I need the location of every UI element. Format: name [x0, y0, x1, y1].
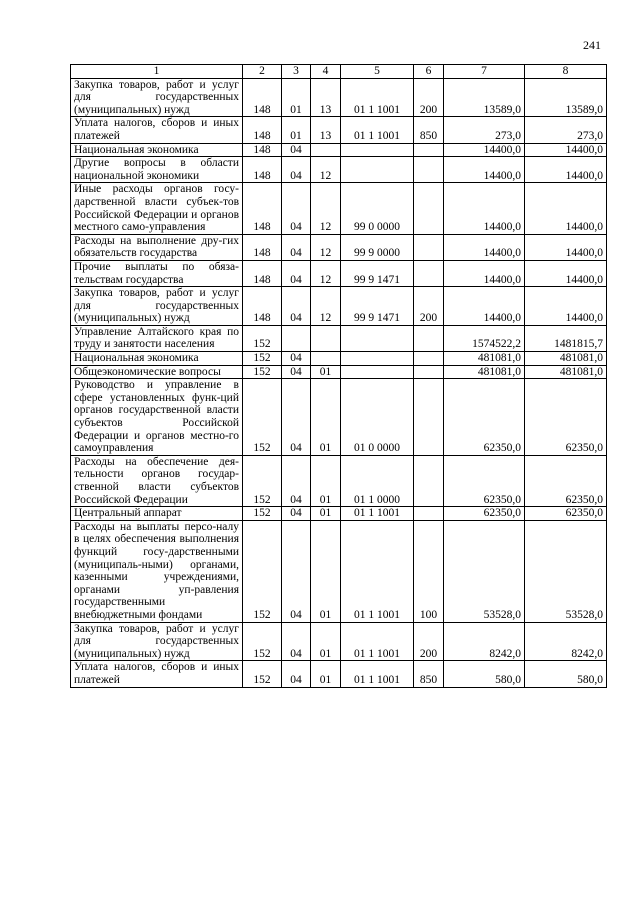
cell-section: 04 — [282, 520, 311, 622]
cell-name: Уплата налогов, сборов и иных платежей — [71, 661, 243, 687]
cell-amount-8: 580,0 — [525, 661, 607, 687]
cell-amount-8: 1481815,7 — [525, 325, 607, 351]
cell-subsection: 13 — [311, 78, 341, 117]
cell-amount-8: 14400,0 — [525, 234, 607, 260]
cell-section — [282, 325, 311, 351]
cell-amount-7: 62350,0 — [444, 507, 525, 521]
cell-amount-7: 62350,0 — [444, 455, 525, 506]
table-header — [71, 65, 607, 79]
cell-target-article: 99 9 0000 — [341, 234, 414, 260]
cell-amount-8: 62350,0 — [525, 379, 607, 456]
cell-expense-type — [414, 455, 444, 506]
table-row — [71, 260, 607, 286]
cell-expense-type: 200 — [414, 78, 444, 117]
cell-amount-8: 8242,0 — [525, 622, 607, 661]
cell-expense-type: 100 — [414, 520, 444, 622]
cell-admin-code: 148 — [243, 287, 282, 326]
cell-amount-7: 8242,0 — [444, 622, 525, 661]
cell-admin-code: 152 — [243, 455, 282, 506]
cell-section: 04 — [282, 287, 311, 326]
cell-target-article: 01 1 1001 — [341, 117, 414, 143]
table-row — [71, 365, 607, 379]
cell-amount-8: 481081,0 — [525, 352, 607, 366]
cell-amount-7: 14400,0 — [444, 157, 525, 183]
table-row — [71, 520, 607, 622]
table-row — [71, 622, 607, 661]
cell-name: Прочие выплаты по обяза-тельствам государства — [71, 260, 243, 286]
cell-expense-type — [414, 157, 444, 183]
cell-section: 01 — [282, 117, 311, 143]
cell-amount-8: 14400,0 — [525, 287, 607, 326]
cell-expense-type — [414, 325, 444, 351]
cell-admin-code: 152 — [243, 622, 282, 661]
cell-admin-code: 152 — [243, 379, 282, 456]
table-row — [71, 352, 607, 366]
cell-name: Уплата налогов, сборов и иных платежей — [71, 117, 243, 143]
cell-subsection: 01 — [311, 622, 341, 661]
cell-subsection — [311, 352, 341, 366]
cell-admin-code: 148 — [243, 117, 282, 143]
cell-amount-8: 14400,0 — [525, 143, 607, 157]
cell-subsection: 01 — [311, 520, 341, 622]
cell-admin-code: 148 — [243, 157, 282, 183]
cell-amount-8: 62350,0 — [525, 455, 607, 506]
table-row — [71, 234, 607, 260]
cell-subsection: 12 — [311, 234, 341, 260]
cell-section: 04 — [282, 143, 311, 157]
cell-section: 04 — [282, 183, 311, 234]
cell-target-article: 01 1 1001 — [341, 661, 414, 687]
budget-table — [70, 64, 607, 688]
cell-name: Другие вопросы в области национальной экономики — [71, 157, 243, 183]
cell-name: Расходы на выполнение дру-гих обязательств государства — [71, 234, 243, 260]
cell-name: Закупка товаров, работ и услуг для государственных (муниципальных) нужд — [71, 287, 243, 326]
cell-section: 04 — [282, 379, 311, 456]
cell-name: Центральный аппарат — [71, 507, 243, 521]
cell-section: 04 — [282, 507, 311, 521]
header-col-1: 1 — [71, 65, 243, 79]
cell-amount-7: 1574522,2 — [444, 325, 525, 351]
cell-target-article — [341, 325, 414, 351]
cell-target-article: 01 1 1001 — [341, 520, 414, 622]
cell-amount-8: 14400,0 — [525, 157, 607, 183]
cell-name: Закупка товаров, работ и услуг для государственных (муниципальных) нужд — [71, 622, 243, 661]
cell-expense-type: 200 — [414, 287, 444, 326]
cell-name: Закупка товаров, работ и услуг для государственных (муниципальных) нужд — [71, 78, 243, 117]
table-row — [71, 157, 607, 183]
table-row — [71, 183, 607, 234]
cell-expense-type: 850 — [414, 661, 444, 687]
cell-name: Национальная экономика — [71, 352, 243, 366]
table-body — [71, 78, 607, 687]
cell-name: Национальная экономика — [71, 143, 243, 157]
cell-subsection: 01 — [311, 455, 341, 506]
header-col-3: 3 — [282, 65, 311, 79]
cell-section: 04 — [282, 622, 311, 661]
cell-section: 04 — [282, 661, 311, 687]
cell-expense-type: 200 — [414, 622, 444, 661]
cell-name: Расходы на выплаты персо-налу в целях обеспечения выполнения функций госу-дарственными (муниципаль-ными) органами, казенными учреждениями, органами уп-равления государственными внебюджетными фондами — [71, 520, 243, 622]
cell-admin-code: 148 — [243, 143, 282, 157]
cell-subsection: 12 — [311, 157, 341, 183]
cell-amount-8: 14400,0 — [525, 260, 607, 286]
cell-admin-code: 148 — [243, 183, 282, 234]
cell-expense-type — [414, 507, 444, 521]
cell-target-article: 01 1 1001 — [341, 78, 414, 117]
cell-section: 04 — [282, 455, 311, 506]
cell-amount-7: 14400,0 — [444, 260, 525, 286]
cell-subsection: 12 — [311, 183, 341, 234]
header-col-8: 8 — [525, 65, 607, 79]
table-row — [71, 287, 607, 326]
cell-amount-8: 481081,0 — [525, 365, 607, 379]
cell-subsection: 13 — [311, 117, 341, 143]
page-number: 241 — [583, 38, 601, 52]
cell-target-article: 99 0 0000 — [341, 183, 414, 234]
cell-amount-7: 53528,0 — [444, 520, 525, 622]
cell-subsection: 01 — [311, 507, 341, 521]
cell-target-article — [341, 143, 414, 157]
cell-target-article: 01 1 1001 — [341, 622, 414, 661]
cell-amount-8: 62350,0 — [525, 507, 607, 521]
cell-amount-8: 14400,0 — [525, 183, 607, 234]
table-row — [71, 78, 607, 117]
header-row — [71, 65, 607, 79]
cell-admin-code: 152 — [243, 325, 282, 351]
cell-target-article: 01 0 0000 — [341, 379, 414, 456]
cell-amount-8: 273,0 — [525, 117, 607, 143]
cell-expense-type — [414, 183, 444, 234]
cell-section: 04 — [282, 234, 311, 260]
cell-section: 04 — [282, 260, 311, 286]
cell-subsection: 01 — [311, 661, 341, 687]
cell-subsection: 12 — [311, 287, 341, 326]
cell-expense-type — [414, 143, 444, 157]
cell-target-article — [341, 157, 414, 183]
cell-amount-7: 14400,0 — [444, 183, 525, 234]
cell-target-article: 99 9 1471 — [341, 287, 414, 326]
header-col-5: 5 — [341, 65, 414, 79]
cell-section: 04 — [282, 365, 311, 379]
cell-name: Расходы на обеспечение дея-тельности органов государ-ственной власти субъектов Российской Федерации — [71, 455, 243, 506]
cell-amount-7: 14400,0 — [444, 234, 525, 260]
cell-target-article — [341, 352, 414, 366]
cell-name: Иные расходы органов госу-дарственной власти субъек-тов Российской Федерации и органов местного само-управления — [71, 183, 243, 234]
cell-expense-type: 850 — [414, 117, 444, 143]
cell-subsection — [311, 325, 341, 351]
cell-amount-7: 14400,0 — [444, 143, 525, 157]
cell-expense-type — [414, 234, 444, 260]
cell-expense-type — [414, 379, 444, 456]
cell-amount-7: 13589,0 — [444, 78, 525, 117]
cell-amount-7: 481081,0 — [444, 352, 525, 366]
header-col-4: 4 — [311, 65, 341, 79]
cell-name: Руководство и управление в сфере установленных функ-ций органов государственной власти субъектов Российской Федерации и органов местно-го самоуправления — [71, 379, 243, 456]
cell-expense-type — [414, 260, 444, 286]
cell-admin-code: 152 — [243, 352, 282, 366]
table-row — [71, 507, 607, 521]
cell-admin-code: 148 — [243, 78, 282, 117]
cell-admin-code: 152 — [243, 520, 282, 622]
cell-subsection: 01 — [311, 379, 341, 456]
cell-amount-7: 580,0 — [444, 661, 525, 687]
cell-admin-code: 148 — [243, 260, 282, 286]
cell-expense-type — [414, 352, 444, 366]
table-row — [71, 379, 607, 456]
cell-admin-code: 152 — [243, 507, 282, 521]
table-row — [71, 143, 607, 157]
cell-section: 01 — [282, 78, 311, 117]
cell-target-article: 99 9 1471 — [341, 260, 414, 286]
header-col-7: 7 — [444, 65, 525, 79]
cell-admin-code: 152 — [243, 365, 282, 379]
cell-subsection: 01 — [311, 365, 341, 379]
table-row — [71, 325, 607, 351]
cell-target-article — [341, 365, 414, 379]
cell-subsection: 12 — [311, 260, 341, 286]
cell-admin-code: 148 — [243, 234, 282, 260]
header-col-6: 6 — [414, 65, 444, 79]
table-row — [71, 455, 607, 506]
header-col-2: 2 — [243, 65, 282, 79]
cell-expense-type — [414, 365, 444, 379]
cell-section: 04 — [282, 352, 311, 366]
cell-amount-8: 13589,0 — [525, 78, 607, 117]
table-row — [71, 117, 607, 143]
table-row — [71, 661, 607, 687]
cell-target-article: 01 1 0000 — [341, 455, 414, 506]
cell-amount-7: 273,0 — [444, 117, 525, 143]
cell-subsection — [311, 143, 341, 157]
cell-amount-7: 62350,0 — [444, 379, 525, 456]
cell-target-article: 01 1 1001 — [341, 507, 414, 521]
cell-name: Управление Алтайского края по труду и занятости населения — [71, 325, 243, 351]
cell-admin-code: 152 — [243, 661, 282, 687]
cell-amount-7: 14400,0 — [444, 287, 525, 326]
cell-section: 04 — [282, 157, 311, 183]
cell-amount-7: 481081,0 — [444, 365, 525, 379]
cell-amount-8: 53528,0 — [525, 520, 607, 622]
cell-name: Общеэкономические вопросы — [71, 365, 243, 379]
